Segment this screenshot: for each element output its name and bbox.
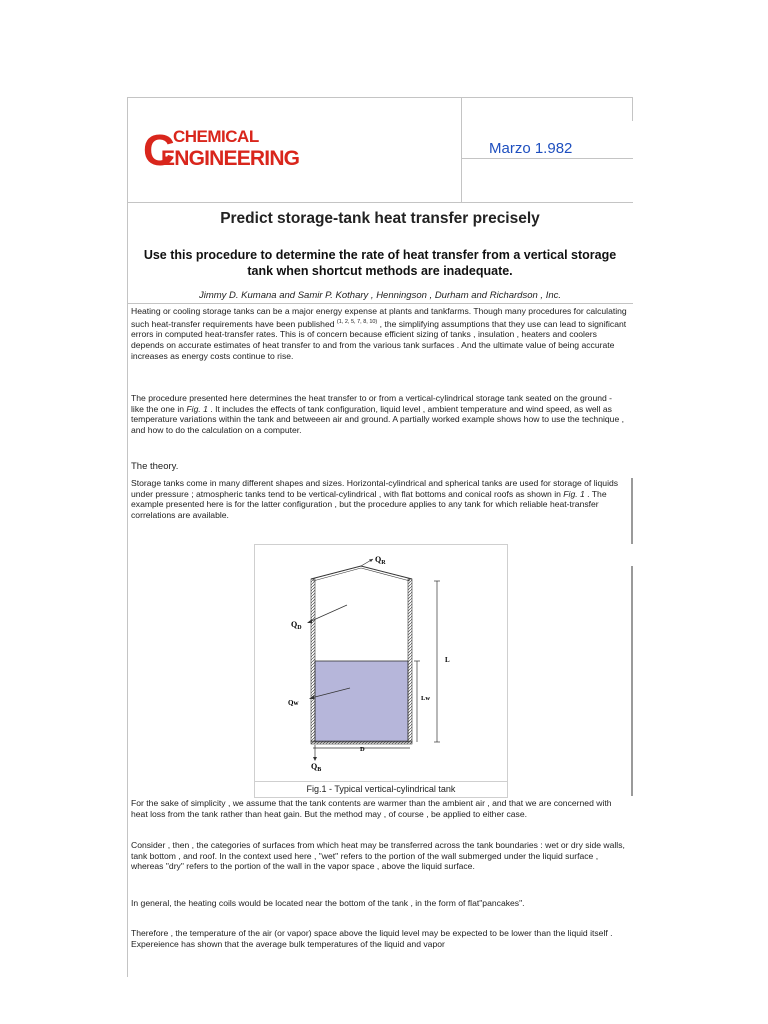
paragraph-coils: In general, the heating coils would be located near the bottom of the tank , in the form of flat"pancakes". [131, 898, 525, 908]
logo-line2: ENGINEERING [161, 147, 300, 170]
paragraph-procedure-a: The procedure presented here determines the heat transfer to or from a vertical-cylindrical storage tank seated on the ground - like the one in [131, 393, 613, 414]
label-l: L [445, 656, 450, 664]
paragraph-surfaces: Consider , then , the categories of surfaces from which heat may be transferred across the tank boundaries : wet or dry side walls, tank bottom , and roof. In the context used here , "wet" refers to the portion of the wall submerged under the liquid surface , whereas "dry" refers to the portion of the wall in the vapor space , above the liquid surface. [131, 840, 625, 872]
label-qr: $Q_R$ [375, 555, 386, 566]
header-divider [127, 202, 633, 203]
tank-diagram [255, 545, 507, 781]
date-cell-line [461, 158, 633, 159]
figure-caption: Fig.1 - Typical vertical-cylindrical tank [255, 781, 507, 797]
paragraph-temperature: Therefore , the temperature of the air (or vapor) space above the liquid level may be expected to be lower than the liquid itself . Expereience has shown that the average bulk temperatures of the liquid and vapor [131, 928, 613, 949]
logo-big-c: C [143, 126, 175, 173]
scrollbar-right-1[interactable] [631, 478, 633, 544]
paragraph-intro-b: , the simplifying assumptions that they use can lead to significant errors in computed heat-transfer rates. This is of concern because efficient sizing of tanks , insulation , heaters and coolers depends on accurate estimates of heat transfer to and from the various tank surfaces . And the ultimate value of being accurate increases as energy costs continue to rise. [131, 318, 627, 361]
paragraph-intro [131, 306, 627, 361]
paragraph-theory-b: . The example presented here is for the latter configuration , but the procedure applies to any tank for which reliable heat-transfer correlations are available. [131, 488, 607, 521]
right-border-upper [632, 97, 633, 121]
figure-reference: Fig. 1 [186, 403, 208, 414]
paragraph-procedure [131, 393, 627, 436]
label-lw: Lw [421, 695, 431, 702]
tank-wall-left [311, 579, 315, 742]
label-d: D [360, 746, 365, 753]
scrollbar-right-2[interactable] [631, 566, 633, 796]
header-cell-divider [461, 97, 462, 203]
logo-line1: CHEMICAL [173, 127, 259, 146]
article-title: Predict storage-tank heat transfer precisely [220, 210, 540, 227]
liquid-region [315, 661, 408, 742]
frame-left-border [127, 97, 128, 977]
authors-divider [127, 303, 633, 304]
reference-list: (1, 2, 5, 7, 8, 10) [336, 318, 378, 325]
figure-reference: Fig. 1 [563, 488, 585, 499]
tank-bottom [311, 741, 412, 744]
issue-date: Marzo 1.982 [489, 140, 573, 157]
paragraph-procedure-b: . It includes the effects of tank configuration, liquid level , ambient temperature and wind speed, as well as temperature variations within the tank and betweeen air and ground. A partially worked example shows how to use the technique , and how to do the calculation on a computer. [131, 403, 625, 436]
paragraph-simplicity: For the sake of simplicity , we assume that the tank contents are warmer than the ambient air , and that we are concerned with heat loss from the tank rather than heat gain. But the method may , of course , be applied to either case. [131, 798, 612, 819]
chemical-engineering-logo [143, 123, 435, 173]
paragraph-theory [131, 478, 627, 521]
article-authors: Jimmy D. Kumana and Samir P. Kothary , Henningson , Durham and Richardson , Inc. [198, 290, 562, 301]
figure-1 [254, 544, 508, 798]
paragraph-intro-a: Heating or cooling storage tanks can be a major energy expense at plants and tankfarms. Though many procedures for calculating such heat-transfer requirements have been published [131, 306, 627, 329]
label-qb: $Q_B$ [311, 762, 322, 773]
tank-wall-right [408, 579, 412, 742]
article-subtitle: Use this procedure to determine the rate of heat transfer from a vertical storage tank when shortcut methods are inadequate. [143, 248, 617, 278]
label-qw: Qw [288, 699, 299, 707]
paragraph-theory-a: Storage tanks come in many different shapes and sizes. Horizontal-cylindrical and spherical tanks are used for storage of liquids under pressure ; atmospheric tanks tend to be vertical-cylindrical , with flat bottoms and conical roofs as shown in [131, 478, 619, 499]
section-heading-theory: The theory. [131, 461, 179, 472]
label-qd: $Q_D$ [291, 620, 302, 631]
frame-top-border [127, 97, 633, 98]
